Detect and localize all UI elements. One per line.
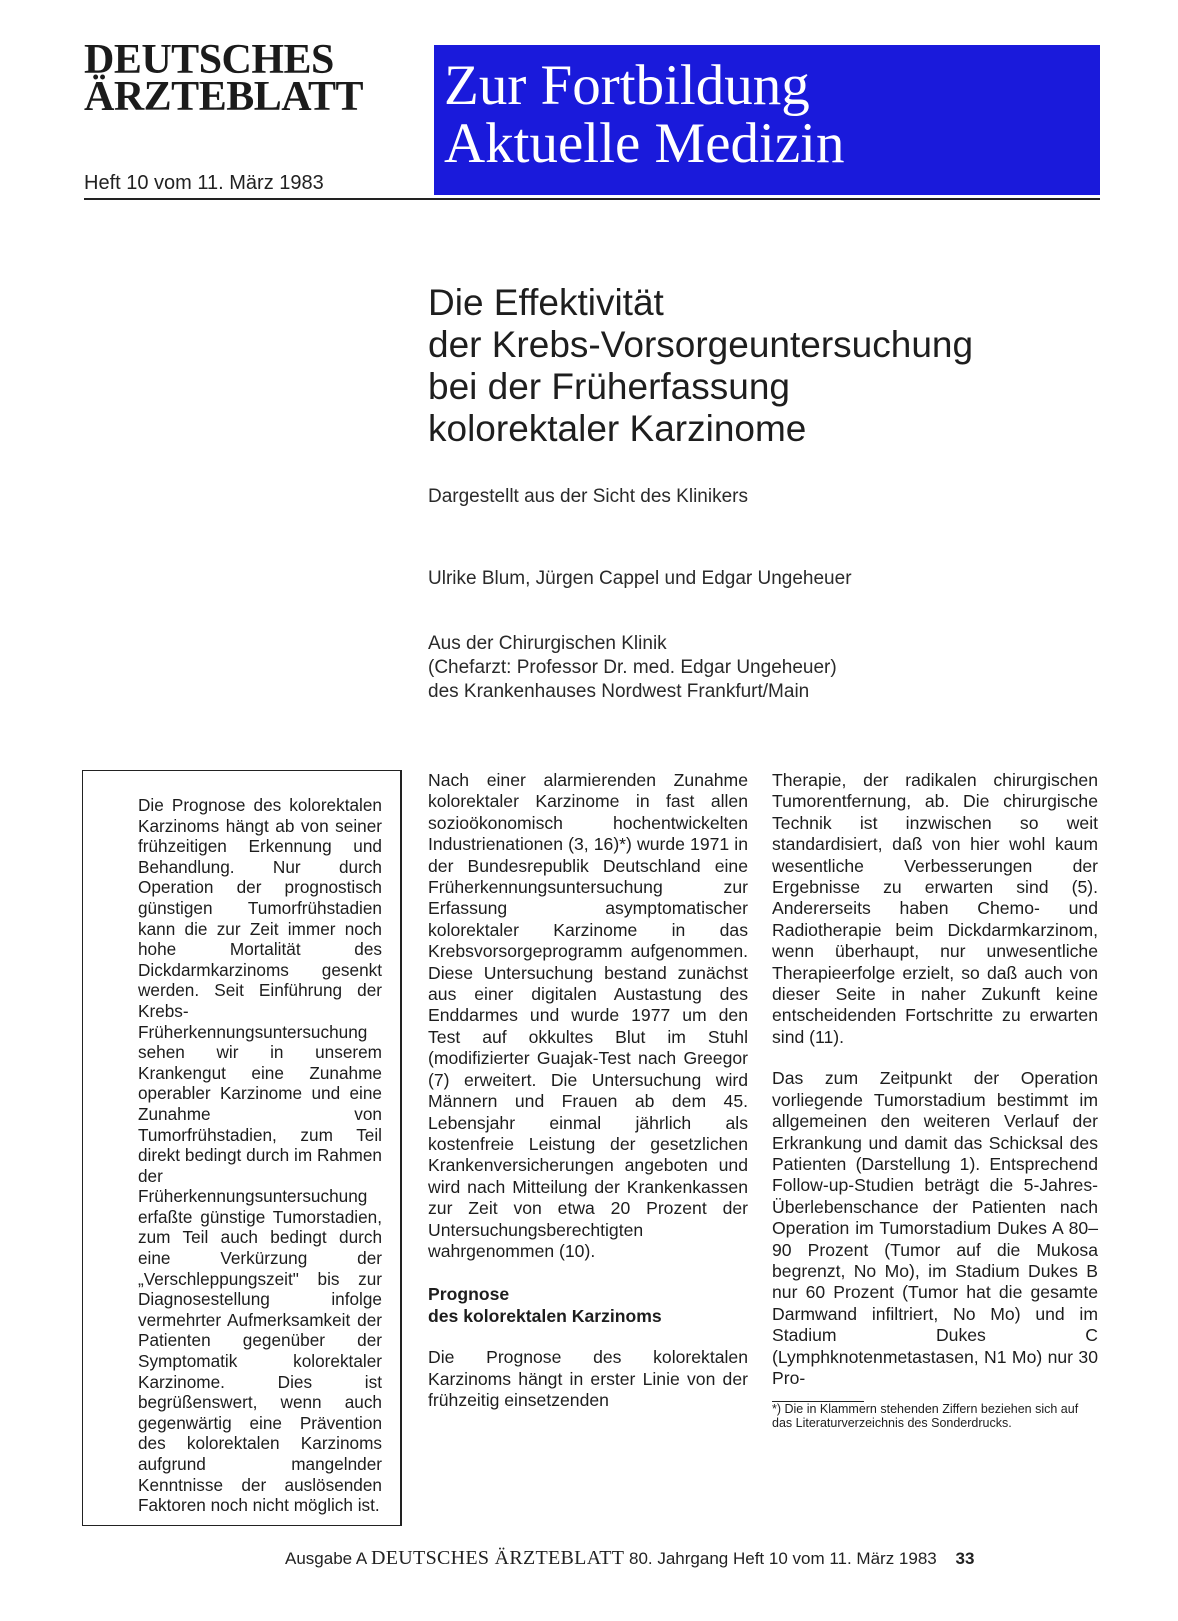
article-authors: Ulrike Blum, Jürgen Cappel und Edgar Ungeheuer	[428, 568, 852, 589]
issue-date: Heft 10 vom 11. März 1983	[84, 172, 324, 194]
body-paragraph: Nach einer alarmierenden Zunahme kolorektaler Karzinome in fast allen sozioökonomisch hochentwickelten Industrienationen (3, 16)*) wurde 1971 in der Bundesrepublik Deutschland eine Früherkennungsuntersuchung zur Erfassung asymptomatischer kolorektaler Karzinome in das Krebsvorsorgeprogramm aufgenommen. Diese Untersuchung bestand zunächst aus einer digitalen Austastung des Enddarmes und wurde 1977 um den Test auf okkultes Blut im Stuhl (modifizierter Guajak-Test nach Greegor (7) erweitert. Die Untersuchung wird Männern und Frauen ab dem 45. Lebensjahr einmal jährlich als kostenfreie Leistung der gesetzlichen Krankenversicherungen angeboten und wird nach Mitteilung der Krankenkassen zur Zeit von etwa 20 Prozent der Untersuchungsberechtigten wahrgenommen (10).	[428, 770, 748, 1261]
title-line-2: der Krebs-Vorsorgeuntersuchung	[428, 324, 974, 365]
masthead-line-2: ÄRZTEBLATT	[84, 74, 363, 120]
body-column-2	[428, 770, 748, 1411]
masthead-line-1: DEUTSCHES	[84, 37, 334, 83]
page-number: 33	[955, 1549, 975, 1568]
body-paragraph: Das zum Zeitpunkt der Operation vorliegende Tumorstadium bestimmt im allgemeinen den weiteren Verlauf der Erkrankung und damit das Schicksal des Patienten (Darstellung 1). Entsprechend Follow-up-Studien beträgt die 5-Jahres-Überlebenschance der Patienten nach Operation im Tumorstadium Dukes A 80–90 Prozent (Tumor auf die Mukosa begrenzt, No Mo), im Stadium Dukes B nur 60 Prozent (Tumor hat die gesamte Darmwand infiltriert, No Mo) und im Stadium Dukes C (Lymphknotenmetastasen, N1 Mo) nur 30 Pro-	[772, 1068, 1098, 1388]
footnote: *) Die in Klammern stehenden Ziffern beziehen sich auf das Literaturverzeichnis des Sonderdrucks.	[772, 1402, 1079, 1431]
footer-journal: DEUTSCHES ÄRZTEBLATT	[371, 1547, 625, 1569]
affiliation-line-3: des Krankenhauses Nordwest Frankfurt/Main	[428, 681, 810, 702]
section-heading	[428, 1284, 748, 1327]
page-footer	[285, 1547, 974, 1570]
title-line-4: kolorektaler Karzinome	[428, 408, 807, 449]
spacer	[772, 1048, 1098, 1068]
section-banner	[434, 45, 1100, 195]
affiliation-line-2: (Chefarzt: Professor Dr. med. Edgar Ungeheuer)	[428, 657, 837, 678]
title-line-3: bei der Früherfassung	[428, 366, 790, 407]
abstract-text: Die Prognose des kolorektalen Karzinoms hängt ab von seiner frühzeitigen Erkennung und Behandlung. Nur durch Operation der prognostisch günstigen Tumorfrühstadien kann die zur Zeit immer noch hohe Mortalität des Dickdarmkarzinoms gesenkt werden. Seit Einführung der Krebs-Früherkennungsuntersuchung sehen wir in unserem Krankengut eine Zunahme operabler Karzinome und eine Zunahme von Tumorfrühstadien, zum Teil direkt bedingt durch im Rahmen der Früherkennungsuntersuchung erfaßte günstige Tumorstadien, zum Teil auch bedingt durch eine Verkürzung der „Verschleppungszeit" bis zur Diagnosestellung infolge vermehrter Aufmerksamkeit der Patienten gegenüber der Symptomatik kolorektaler Karzinome. Dies ist begrüßenswert, wenn auch gegenwärtig eine Prävention des kolorektalen Karzinoms aufgrund mangelnder Kenntnisse der auslösenden Faktoren noch nicht möglich ist.	[138, 795, 382, 1516]
masthead-logo	[84, 37, 404, 120]
banner-line-2: Aktuelle Medizin	[444, 112, 845, 175]
heading-line-1: Prognose	[428, 1284, 510, 1305]
article-subtitle: Dargestellt aus der Sicht des Klinikers	[428, 486, 748, 507]
article-affiliation	[428, 632, 837, 704]
footer-edition: Ausgabe A	[285, 1549, 367, 1568]
banner-line-1: Zur Fortbildung	[444, 54, 810, 117]
affiliation-line-1: Aus der Chirurgischen Klinik	[428, 633, 667, 654]
title-line-1: Die Effektivität	[428, 282, 664, 323]
article-title	[428, 282, 1108, 450]
heading-line-2: des kolorektalen Karzinoms	[428, 1305, 662, 1326]
body-paragraph: Die Prognose des kolorektalen Karzinoms hängt in erster Linie von der frühzeitig einsetzenden	[428, 1347, 748, 1410]
body-paragraph: Therapie, der radikalen chirurgischen Tumorentfernung, ab. Die chirurgische Technik ist inzwischen so weit standardisiert, daß von hier wohl kaum wesentliche Verbesserungen der Ergebnisse zu erwarten sind (5). Andererseits haben Chemo- und Radiotherapie beim Dickdarmkarzinom, wenn überhaupt, nur unwesentliche Therapieerfolge erzielt, so daß auch von dieser Seite in naher Zukunft keine entscheidenden Fortschritte zu erwarten sind (11).	[772, 770, 1098, 1047]
footer-volume: 80. Jahrgang Heft 10 vom 11. März 1983	[629, 1549, 937, 1568]
body-column-3	[772, 770, 1098, 1430]
spacer	[428, 1327, 748, 1347]
header-rule	[84, 198, 1100, 200]
